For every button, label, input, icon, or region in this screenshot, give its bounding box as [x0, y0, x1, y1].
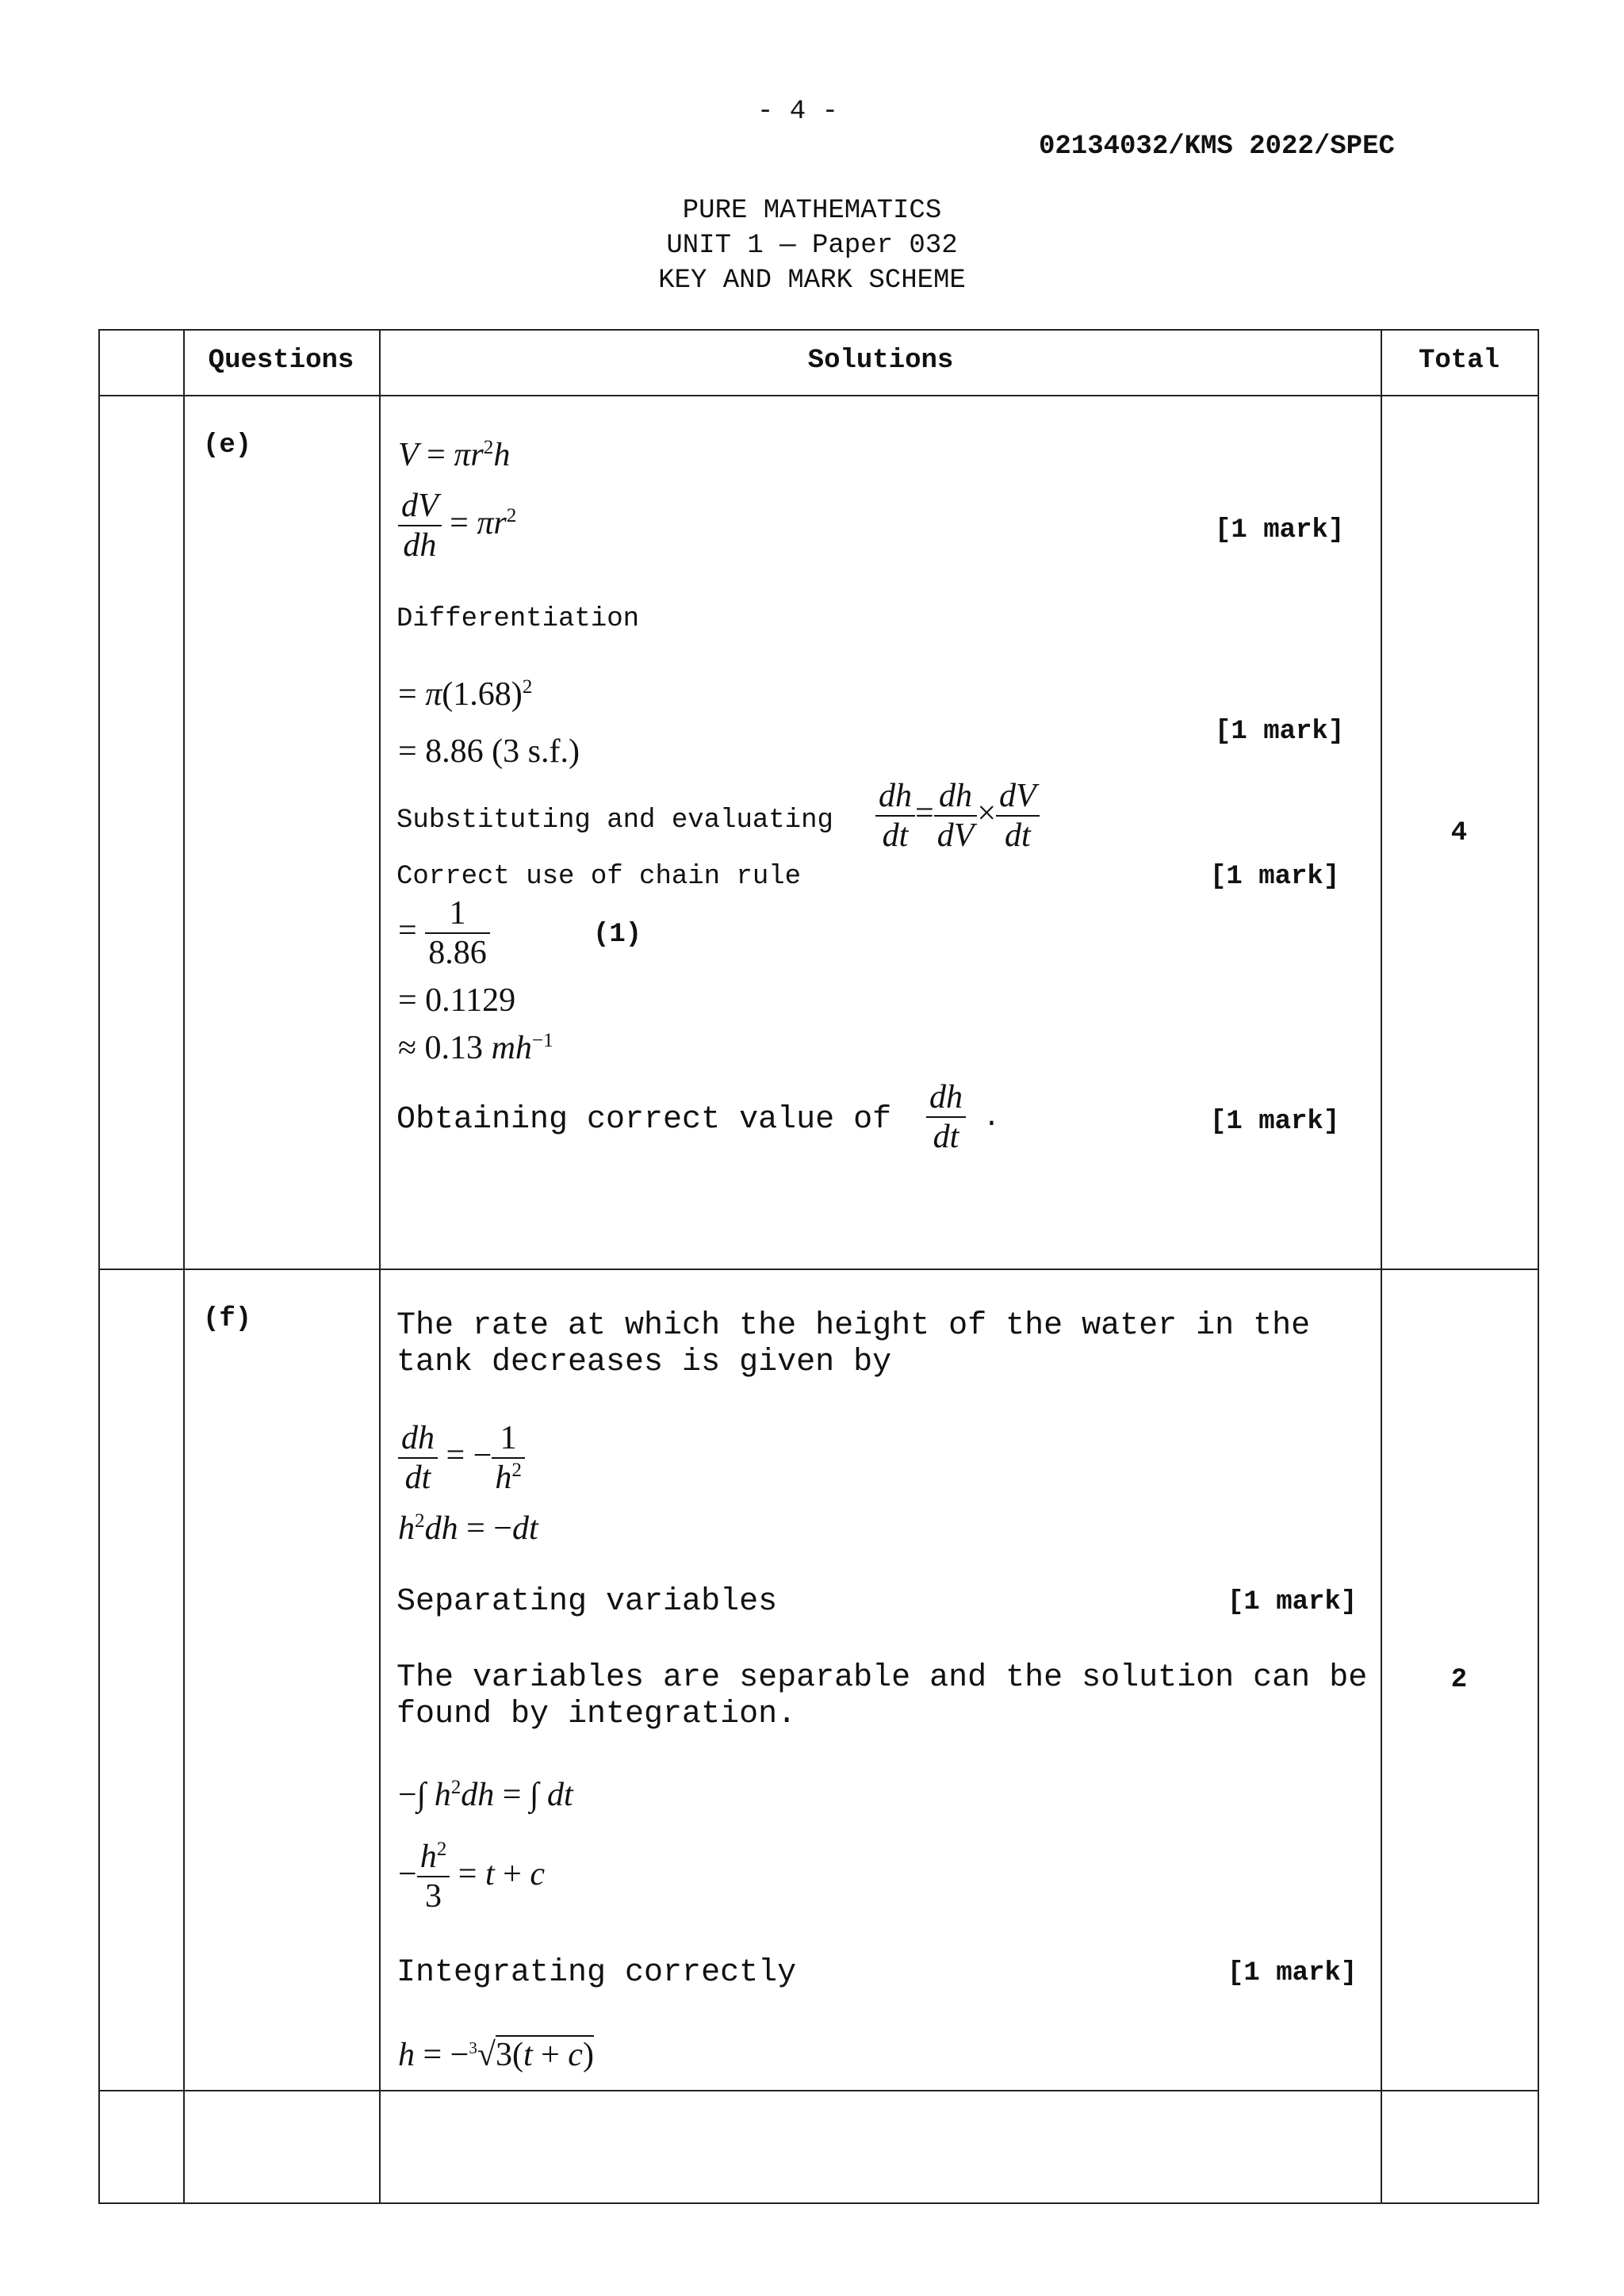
column-header-questions: Questions — [208, 346, 354, 376]
obtaining-text: Obtaining correct value of — [396, 1102, 892, 1138]
mark-e-3: [1 mark] — [1210, 862, 1340, 892]
equation-approx: ≈ 0.13 $mh^{-1}$ — [398, 1030, 553, 1066]
mark-e-2: [1 mark] — [1215, 717, 1345, 747]
integrating-text: Integrating correctly — [396, 1955, 797, 1991]
equation-volume: $V = \pi r^2h$ — [398, 437, 511, 473]
scheme-line: KEY AND MARK SCHEME — [658, 266, 966, 296]
page-number: - 4 - — [757, 97, 839, 127]
question-label-f: (f) — [203, 1304, 252, 1334]
mark-f-2: [1 mark] — [1228, 1958, 1358, 1988]
column-header-solutions: Solutions — [807, 346, 954, 376]
mark-e-4: [1 mark] — [1210, 1107, 1340, 1137]
equation-rate: $\frac{dh}{dt}$ = − $\frac{1}{h^2}$ — [398, 1419, 525, 1498]
equation-value: = 8.86 (3 s.f.) — [398, 733, 580, 770]
annotation-one: (1) — [593, 920, 642, 950]
equation-solution: h = −$^3$√3(t + c) — [398, 2037, 594, 2073]
differentiation-text: Differentiation — [396, 604, 640, 634]
mark-f-1: [1 mark] — [1228, 1587, 1358, 1617]
separating-text: Separating variables — [396, 1584, 778, 1620]
equation-separated: $h^2dh = -dt$ — [398, 1510, 538, 1547]
column-header-total: Total — [1418, 346, 1500, 376]
equation-dh-dt: $\frac{dh}{dt}$ . — [926, 1078, 1000, 1157]
question-label-e: (e) — [203, 430, 252, 461]
approx-value: ≈ 0.13 — [398, 1030, 484, 1066]
equation-decimal: = 0.1129 — [398, 982, 516, 1019]
subject-line: PURE MATHEMATICS — [682, 196, 942, 226]
equation-pi-substitution: = $\pi(1.68)^2$ — [398, 676, 533, 713]
mark-e-1: [1 mark] — [1215, 515, 1345, 545]
total-f: 2 — [1450, 1665, 1468, 1695]
subject-title — [0, 193, 1624, 298]
denominator-value: 8.86 — [428, 935, 487, 972]
equation-chain-rule: $\frac{dh}{dt}$ = $\frac{dh}{dV}$ × $\frac{dV}{dt}$ — [875, 777, 1040, 855]
variables-text: The variables are separable and the solution can be found by integration. — [396, 1660, 1368, 1732]
equation-integral: −∫ $h^2dh$ = ∫ dt — [398, 1777, 573, 1813]
total-e: 4 — [1450, 818, 1468, 848]
unit-line: UNIT 1 — Paper 032 — [666, 231, 958, 261]
substituting-text: Substituting and evaluating — [396, 806, 833, 836]
equation-dv-dh: $\frac{dV}{dh}$ = $\pi r^2$ — [398, 487, 516, 565]
document-code: 02134032/KMS 2022/SPEC — [1039, 132, 1395, 162]
equation-integrated: − $\frac{h^2}{3}$ = t + c — [398, 1839, 545, 1915]
chain-rule-text: Correct use of chain rule — [396, 862, 802, 892]
equation-reciprocal: = $\frac{1}{8.86}$ — [398, 894, 490, 973]
rate-text: The rate at which the height of the water in the tank decreases is given by — [396, 1308, 1311, 1380]
